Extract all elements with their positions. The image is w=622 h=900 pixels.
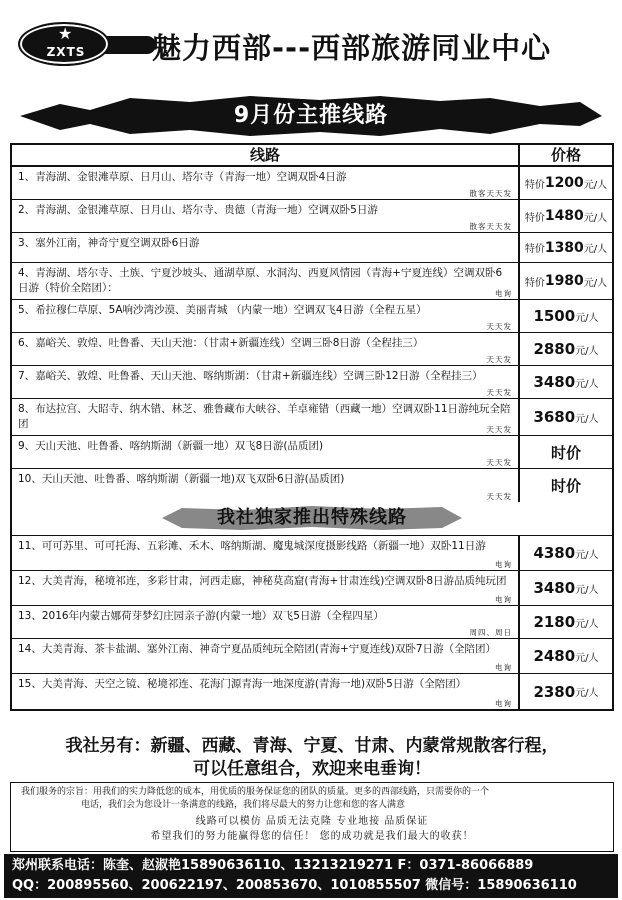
route-row (12, 536, 612, 571)
route-text: 大美青海、茶卡盐湖、塞外江南、神奇宁夏品质纯玩全陪团(青海+宁夏连线)双卧7日游（全陪团） (41, 643, 497, 655)
price-unit: 元/人 (575, 584, 599, 596)
route-text: 天山天池、吐鲁番、喀纳斯湖（新疆一地）双飞8日游(品质团) (35, 440, 324, 452)
star-icon: ★ (58, 24, 73, 43)
price-value: 2480 (533, 647, 576, 665)
route-cell (12, 233, 520, 262)
departure-note: 天天发 (486, 492, 512, 501)
price-cell (520, 263, 612, 299)
departure-note: 周四、周日 (469, 628, 512, 637)
route-cell (12, 300, 520, 332)
route-cell (12, 639, 520, 673)
price-cell (520, 571, 612, 605)
price-value: 1980 (544, 273, 584, 289)
price-cell (520, 366, 612, 398)
price-value: 时价 (550, 477, 581, 495)
departure-note: 天天发 (486, 355, 512, 364)
contact-phone: 郑州联系电话：陈奎、赵淑艳15890636110、13213219271 F：0371-86066889 (12, 858, 534, 873)
departure-note: 天天发 (486, 322, 512, 331)
price-unit: 元/人 (575, 413, 599, 425)
price-value: 3480 (533, 579, 576, 597)
route-text: 2016年内蒙古娜荷芽梦幻庄园亲子游(内蒙一地）双飞5日游（全程四星） (41, 610, 384, 622)
price-cell (520, 606, 612, 638)
price-unit: 元/人 (575, 652, 599, 664)
price-cell (520, 200, 612, 232)
route-row (12, 571, 612, 606)
route-text: 青海湖、金银滩草原、日月山、塔尔寺（青海一地）空调双卧4日游 (35, 171, 347, 183)
route-row (12, 366, 612, 399)
route-number: 7、 (18, 370, 36, 382)
route-text: 塞外江南，神奇宁夏空调双卧6日游 (35, 237, 200, 249)
departure-note: 散客天天发 (469, 222, 512, 231)
departure-note: 天天发 (486, 425, 512, 434)
main-banner (20, 96, 602, 136)
departure-note: 电询 (495, 595, 512, 604)
route-number: 12、 (18, 575, 42, 587)
price-prefix: 特价 (524, 277, 545, 289)
price-value: 2180 (533, 613, 576, 631)
price-cell (520, 333, 612, 365)
route-text: 希拉穆仁草原、5A响沙湾沙漠、美丽青城 （内蒙一地）空调双飞4日游（全程五星） (35, 304, 427, 316)
other-line-2: 可以任意组合，欢迎来电垂询！ (193, 759, 431, 779)
price-value: 2880 (533, 340, 576, 358)
route-number: 8、 (18, 403, 36, 415)
route-text: 可可苏里、可可托海、五彩滩、禾木、喀纳斯湖、魔鬼城深度摄影线路（新疆一地）双卧11日游 (41, 540, 486, 552)
route-cell (12, 469, 520, 502)
purpose-line-2: 电话，我们会为您设计一条满意的线路，我们将尽最大的努力让您和您的客人满意 (81, 800, 406, 810)
route-row (12, 200, 612, 233)
route-number: 10、 (18, 473, 42, 485)
route-row (12, 263, 612, 300)
header (4, 4, 618, 82)
other-line-1: 我社另有：新疆、西藏、青海、宁夏、甘肃、内蒙常规散客行程， (65, 736, 559, 756)
price-value: 3680 (533, 408, 576, 426)
route-cell (12, 606, 520, 638)
purpose-line-3: 线路可以模仿 品质无法克隆 专业地接 品质保证 (195, 816, 429, 827)
col-header-price: 价格 (550, 146, 581, 164)
route-row (12, 233, 612, 263)
price-value: 1500 (533, 307, 576, 325)
price-unit: 元/人 (583, 244, 608, 255)
purpose-line-1: 我们服务的宗旨：用我们的实力降低您的成本，用优质的服务保证您的团队的质量。更多的西部线路，只需要你的一个 (21, 787, 490, 797)
route-row (12, 606, 612, 639)
price-prefix: 特价 (524, 244, 545, 255)
route-text: 大美青海、天空之镜、秘境祁连、花海门源青海一地深度游(青海一地)双卧5日游（全陪团） (41, 678, 467, 690)
route-row (12, 333, 612, 366)
purpose-line-4: 希望我们的努力能赢得您的信任！ 您的成功就是我们最大的收获！ (150, 831, 474, 842)
route-cell (12, 536, 520, 570)
route-number: 14、 (18, 643, 42, 655)
price-cell (520, 536, 612, 570)
route-row (12, 300, 612, 333)
route-row (12, 167, 612, 200)
route-number: 3、 (18, 237, 36, 249)
contact-qq-wechat: QQ：200895560、200622197、200853670、1010855507 微信号：15890636110 (12, 878, 577, 893)
route-row (12, 399, 612, 436)
price-cell (520, 399, 612, 435)
contact-bar (4, 854, 618, 898)
route-number: 1、 (18, 171, 36, 183)
route-cell (12, 366, 520, 398)
route-text: 天山天池、吐鲁番、喀纳斯湖（新疆一地)双飞双卧6日游(品质团) (41, 473, 345, 485)
price-unit: 元/人 (575, 688, 599, 699)
route-cell (12, 571, 520, 605)
route-number: 15、 (18, 678, 42, 690)
route-text: 大美青海，秘境祁连，多彩甘肃，河西走廊，神秘莫高窟(青海+甘肃连线)空调双卧8日游品质纯玩团 (41, 575, 507, 587)
price-unit: 元/人 (575, 378, 599, 390)
price-value: 时价 (550, 443, 581, 462)
price-value: 3480 (533, 373, 576, 391)
route-cell (12, 263, 520, 299)
route-cell (12, 436, 520, 468)
route-number: 5、 (18, 304, 36, 316)
price-value: 4380 (533, 544, 576, 562)
price-cell (520, 233, 612, 262)
table-header (12, 145, 612, 167)
price-unit: 元/人 (575, 312, 599, 324)
departure-note: 电询 (495, 560, 512, 569)
departure-note: 天天发 (486, 458, 512, 467)
price-cell (520, 167, 612, 199)
price-cell (520, 469, 612, 502)
route-number: 13、 (18, 610, 42, 622)
departure-note: 散客天天发 (469, 189, 512, 198)
logo-text: ZXTS (46, 45, 86, 59)
price-value: 1380 (544, 239, 584, 256)
route-row (12, 674, 612, 709)
route-text: 青海湖、塔尔寺、土族、宁夏沙坡头、通湖草原、水洞沟、西夏风情园（青海+宁夏连线）空调双卧6日游（特价全陪团）： (18, 267, 503, 294)
price-cell (520, 300, 612, 332)
price-unit: 元/人 (583, 179, 608, 191)
route-cell (12, 200, 520, 232)
banner-title: 9月份主推线路 (233, 103, 389, 128)
route-cell (12, 399, 520, 435)
route-text: 嘉峪关、敦煌、吐鲁番、天山天池：（甘肃+新疆连线）空调三卧8日游（全程挂三） (35, 337, 424, 349)
price-value: 1200 (544, 175, 584, 191)
route-text: 青海湖、金银滩草原、日月山、塔尔寺、贵德（青海一地）空调双卧5日游 (35, 204, 378, 216)
special-title: 我社独家推出特殊线路 (217, 507, 407, 528)
route-cell (12, 333, 520, 365)
route-cell (12, 674, 520, 709)
route-number: 6、 (18, 337, 36, 349)
route-row (12, 469, 612, 502)
route-cell (12, 167, 520, 199)
price-value: 1480 (544, 208, 584, 224)
route-table (10, 143, 614, 711)
company-logo (18, 22, 156, 66)
departure-note: 天天发 (486, 388, 512, 397)
price-prefix: 特价 (524, 179, 545, 191)
departure-note: 电询 (495, 663, 512, 672)
price-unit: 元/人 (575, 345, 599, 357)
price-cell (520, 639, 612, 673)
price-cell (520, 674, 612, 709)
route-number: 2、 (18, 204, 36, 216)
page-title: 魅力西部---西部旅游同业中心 (152, 31, 552, 65)
route-row (12, 639, 612, 674)
departure-note: 电询 (495, 289, 512, 298)
price-value: 2380 (533, 682, 576, 701)
other-routes-notice (10, 735, 614, 781)
col-header-route: 线路 (12, 145, 520, 165)
route-number: 11、 (18, 540, 42, 552)
price-unit: 元/人 (575, 618, 599, 630)
route-text: 布达拉宫、大昭寺、纳木错、林芝、雅鲁藏布大峡谷、羊卓雍错（西藏一地）空调双卧11日游纯玩全陪团 (18, 403, 511, 430)
price-unit: 元/人 (583, 277, 608, 289)
service-purpose-box (10, 782, 614, 852)
route-number: 4、 (18, 267, 36, 279)
price-prefix: 特价 (524, 212, 545, 224)
special-section-header (12, 502, 612, 536)
departure-note: 电询 (495, 699, 512, 708)
route-number: 9、 (18, 440, 36, 452)
route-text: 嘉峪关、敦煌、吐鲁番、天山天池、喀纳斯湖：（甘肃+新疆连线）空调三卧12日游（全程挂三） (35, 370, 483, 382)
route-row (12, 436, 612, 469)
logo-oval (18, 22, 110, 66)
price-unit: 元/人 (575, 549, 599, 561)
price-unit: 元/人 (583, 212, 608, 224)
price-cell (520, 436, 612, 468)
